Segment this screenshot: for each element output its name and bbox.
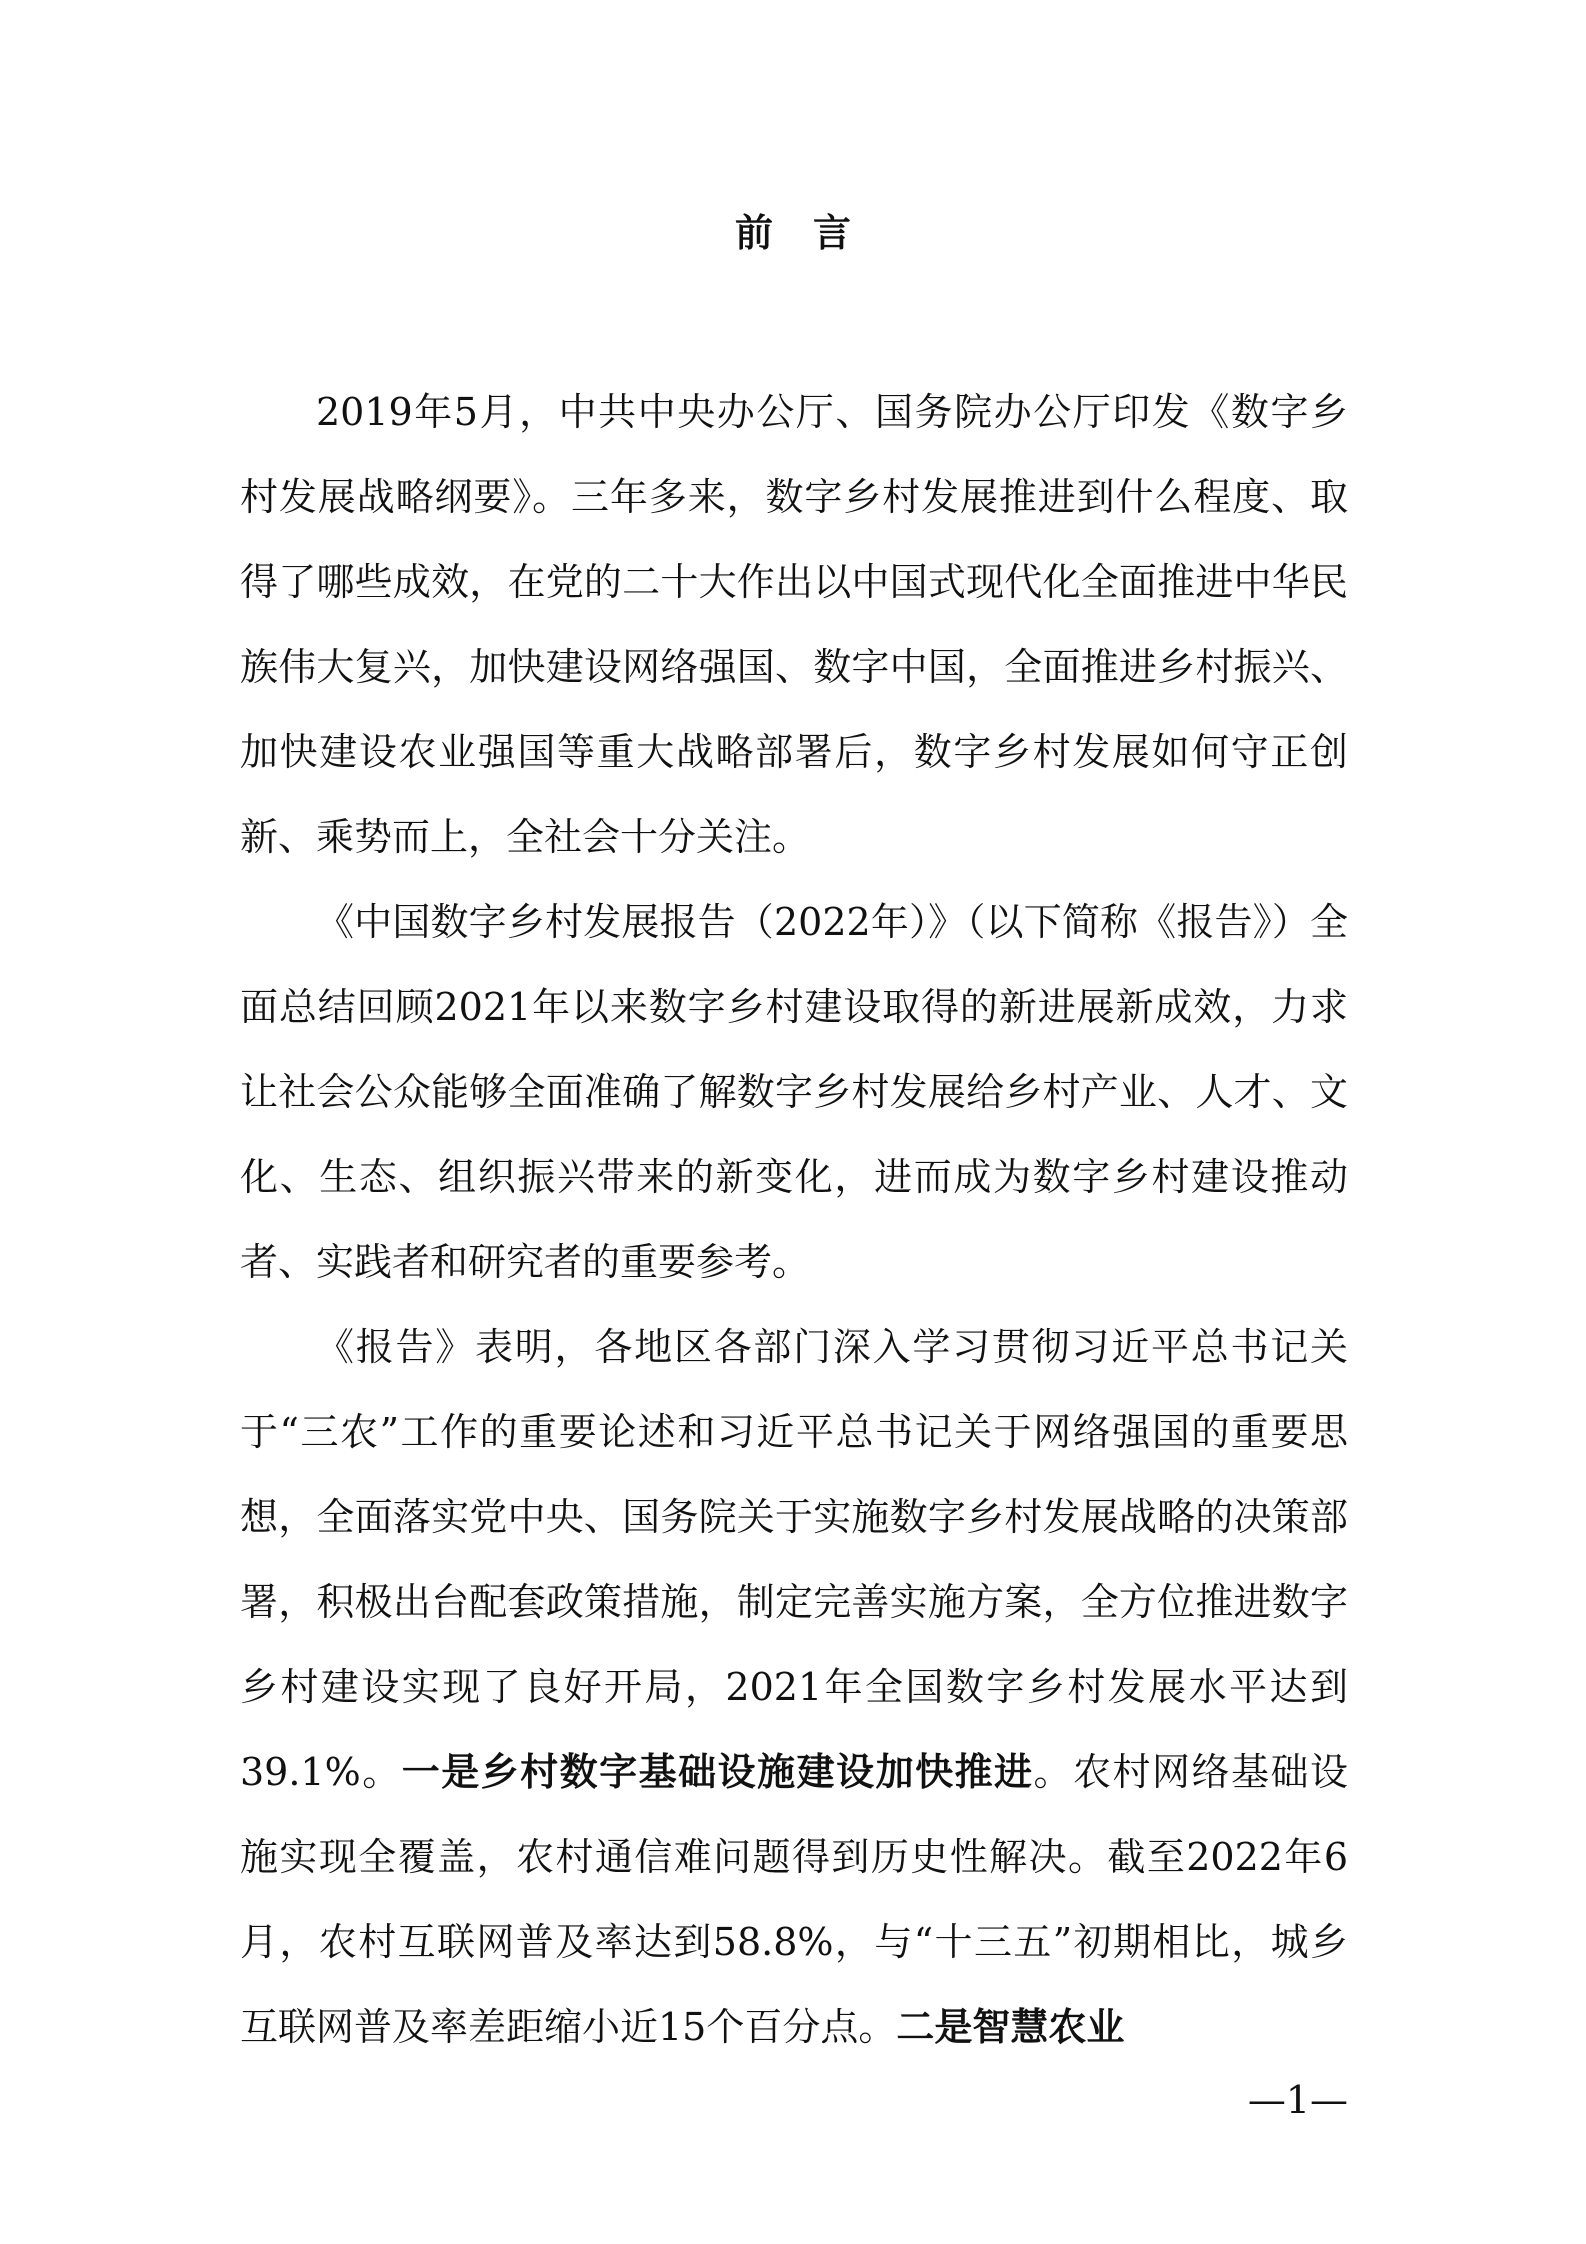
paragraph (240, 880, 1348, 1305)
paragraph-text: 《中国数字乡村发展报告（2022年）》（以下简称《报告》）全面总结回顾2021年以来数字乡村建设取得的新进展新成效，力求让社会公众能够全面准确了解数字乡村发展给乡村产业、人才、文化、生态、组织振兴带来的新变化，进而成为数字乡村建设推动者、实践者和研究者的重要参考。 (240, 900, 1348, 1284)
emphasis-text: 二是智慧农业 (896, 2005, 1125, 2049)
paragraph-text: 2019年5月，中共中央办公厅、国务院办公厅印发《数字乡村发展战略纲要》。三年多来，数字乡村发展推进到什么程度、取得了哪些成效，在党的二十大作出以中国式现代化全面推进中华民族伟大复兴，加快建设网络强国、数字中国，全面推进乡村振兴、加快建设农业强国等重大战略部署后，数字乡村发展如何守正创新、乘势而上，全社会十分关注。 (240, 390, 1348, 859)
paragraph (240, 370, 1348, 880)
paragraph-text: 《报告》表明，各地区各部门深入学习贯彻习近平总书记关于“三农”工作的重要论述和习近平总书记关于网络强国的重要思想，全面落实党中央、国务院关于实施数字乡村发展战略的决策部署，积极出台配套政策措施，制定完善实施方案，全方位推进数字乡村建设实现了良好开局，2021年全国数字乡村发展水平达到39.1%。 (240, 1325, 1348, 1794)
emphasis-text: 一是乡村数字基础设施建设加快推进 (401, 1750, 1034, 1794)
paragraph (240, 1305, 1348, 2070)
body-text (240, 370, 1348, 2070)
page-title: 前言 (734, 211, 891, 255)
paragraph-text: 。农村网络基础设施实现全覆盖，农村通信难问题得到历史性解决。截至2022年6月，农村互联网普及率达到58.8%，与“十三五”初期相比，城乡互联网普及率差距缩小近15个百分点。 (240, 1750, 1348, 2049)
page-number: —1— (1247, 2078, 1348, 2122)
